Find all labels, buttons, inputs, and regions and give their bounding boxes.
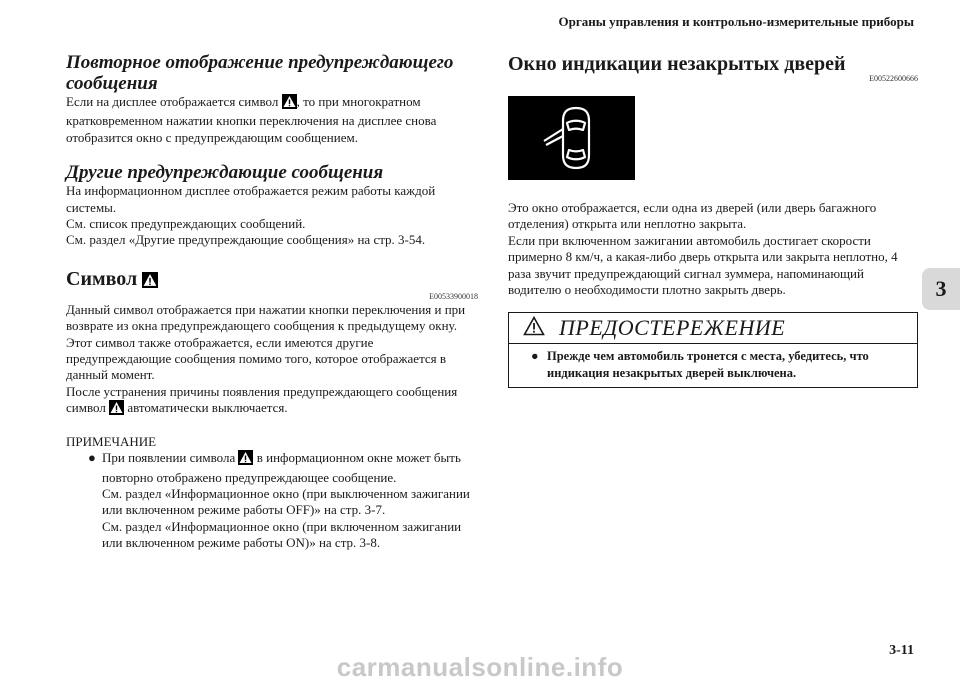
section-title-repeat-warning: Повторное отображение предупреждающего сообщения — [66, 52, 454, 94]
other-warnings-text-1: На информационном дисплее отображается режим работы каждой системы. — [66, 183, 436, 215]
bullet-dot: ● — [88, 450, 96, 466]
door-ajar-text-2: Если при включенном зажигании автомобиль достигает скорости примерно 8 км/ч, а какая-либо дверь открыта или закрыта неплотно, 4 раза звучит предупреждающий сигнал зуммера, напоминающий водителю о необходимости плотно закрыть дверь. — [508, 232, 898, 298]
chapter-tab: 3 — [922, 268, 960, 310]
watermark: carmanualsonline.info — [336, 652, 624, 682]
section-title-other-warnings: Другие предупреждающие сообщения — [66, 162, 384, 184]
running-header: Органы управления и контрольно-измерительные приборы — [558, 14, 914, 29]
caution-box — [508, 312, 918, 388]
door-ajar-display-image — [508, 96, 635, 180]
symbol-text-1: Данный символ отображается при нажатии кнопки переключения и при возврате из окна предупреждающего сообщения к предыдущему окну. — [66, 301, 466, 334]
caution-title: ПРЕДОСТЕРЕЖЕНИЕ — [559, 315, 786, 341]
open-door-car-icon — [532, 105, 612, 171]
door-ajar-text-1: Это окно отображается, если одна из дверей (или дверь багажного отделения) открыта или неплотно закрыта. — [508, 200, 877, 232]
section-code: E00522600666 — [869, 74, 918, 83]
warning-triangle-icon — [238, 450, 253, 469]
other-warnings-text-3: См. раздел «Другие предупреждающие сообщения» на стр. 3-54. — [66, 232, 426, 248]
bullet-dot: ● — [531, 349, 539, 364]
warning-triangle-icon — [282, 94, 297, 113]
symbol-text-2: Этот символ также отображается, если имеются другие предупреждающие сообщения помимо того, которое отображается в данный момент. — [66, 334, 447, 383]
page-number: 3-11 — [889, 643, 914, 658]
section-code: E00533900018 — [429, 291, 478, 301]
symbol-text-3: После устранения причины появления предупреждающего сообщения символ автоматически выключается. — [66, 384, 478, 420]
repeat-warning-text: Если на дисплее отображается символ , то при многократном кратковременном нажатии кнопки переключения на дисплее снова отобразится окно с предупреждающим сообщением. — [66, 94, 437, 145]
note-reference-1: См. раздел «Информационное окно (при выключенном зажигании или включенном режиме работы OFF)» на стр. 3-7. — [102, 485, 470, 518]
warning-triangle-icon — [109, 400, 124, 419]
caution-triangle-icon — [523, 316, 545, 341]
warning-triangle-icon — [142, 270, 158, 294]
note-reference-2: См. раздел «Информационное окно (при включенном зажигании или включенном режиме работы ON)» на стр. 3-8. — [102, 518, 462, 551]
caution-item — [509, 344, 917, 387]
caution-text: Прежде чем автомобиль тронется с места, убедитесь, что индикация незакрытых дверей выключена. — [547, 349, 869, 380]
section-title-door-ajar: Окно индикации незакрытых дверей — [508, 53, 846, 75]
section-title-symbol: Символ — [66, 267, 478, 294]
note-bullet-item: ● При появлении символа в информационном окне может быть повторно отображено предупреждающее сообщение. См. раздел «Информационное окно (при выключенном зажигании или включенном режиме работы OFF)» на стр. 3-7. См. раздел «Информационное окно (при включенном зажигании или включенном режиме работы ON)» на стр. 3-8. — [66, 450, 478, 551]
note-label: ПРИМЕЧАНИЕ — [66, 433, 157, 449]
left-column — [66, 52, 478, 552]
other-warnings-text-2: См. список предупреждающих сообщений. — [66, 216, 306, 232]
right-column — [508, 52, 918, 388]
caution-header — [509, 313, 917, 344]
